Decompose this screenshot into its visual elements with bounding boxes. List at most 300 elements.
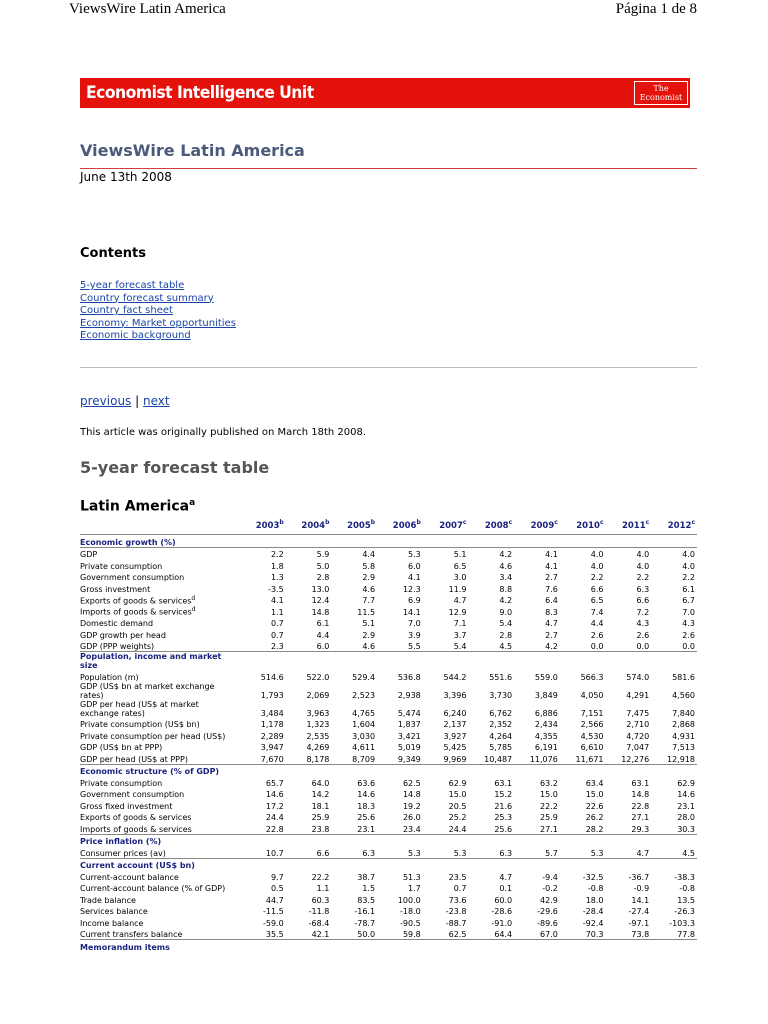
table-row <box>80 893 697 905</box>
cell-value: 4.2 <box>499 596 513 606</box>
row-label-text: GDP (PPP weights) <box>80 642 155 652</box>
row-label <box>80 594 240 606</box>
year-footnote: c <box>691 519 695 527</box>
row-label <box>80 640 240 652</box>
cell-value: 4,611 <box>352 743 376 753</box>
row-label-text: GDP per head (US$ at market exchange rates) <box>80 699 199 718</box>
row-label <box>80 700 240 718</box>
cell-value: 2.8 <box>499 630 513 640</box>
economist-logo <box>634 81 688 105</box>
table-body <box>80 535 697 952</box>
cell-value: 23.1 <box>677 801 695 811</box>
cell-value: 0.1 <box>499 884 513 894</box>
row-label <box>80 799 240 811</box>
cell-value: 3,396 <box>443 690 467 700</box>
cell-value: 2.9 <box>362 630 376 640</box>
cell-value: 14.8 <box>311 607 330 617</box>
row-label <box>80 617 240 629</box>
cell-value: 14.6 <box>357 790 376 800</box>
cell-value: 9.0 <box>499 607 513 617</box>
year-label: 2004 <box>301 520 326 531</box>
cell-value: 0.7 <box>270 630 284 640</box>
table-row <box>80 729 697 741</box>
row-footnote: d <box>191 606 196 614</box>
cell-value: 2.6 <box>682 630 695 640</box>
cell-value: 64.0 <box>311 778 330 788</box>
cell-value: -29.6 <box>537 907 558 917</box>
row-label <box>80 682 240 700</box>
cell-value: 6.7 <box>682 596 695 606</box>
row-label <box>80 571 240 583</box>
cell-value: 6.0 <box>408 561 421 571</box>
row-label-text: Services balance <box>80 907 148 917</box>
cell-value: 62.9 <box>448 778 467 788</box>
year-footnote: b <box>370 519 376 527</box>
cell-value: 25.9 <box>311 813 330 823</box>
next-link[interactable]: next <box>143 394 170 408</box>
row-label-text: GDP <box>80 550 98 559</box>
toc-link-fact-sheet[interactable]: Country fact sheet <box>80 305 173 316</box>
cell-value: 9,349 <box>397 754 421 764</box>
cell-value: 2,938 <box>397 690 421 700</box>
cell-value: 4,264 <box>489 731 513 741</box>
cell-value: 4.6 <box>362 584 376 594</box>
row-label <box>80 547 240 559</box>
article-date: June 13th 2008 <box>80 170 172 184</box>
cell-value: 63.6 <box>357 778 376 788</box>
row-label-text: Private consumption <box>80 561 163 571</box>
section-fill <box>240 834 697 846</box>
row-label-text: Government consumption <box>80 573 185 582</box>
cell-value: 4,931 <box>672 731 695 741</box>
cell-value: 2.8 <box>316 573 330 582</box>
cell-value: -88.7 <box>445 918 467 928</box>
cell-value: 6,191 <box>534 743 558 753</box>
cell-value: 20.5 <box>448 801 467 811</box>
toc-link-economic-background[interactable]: Economic background <box>80 330 191 341</box>
cell-value: 2,352 <box>489 720 513 730</box>
row-label-text: GDP per head (US$ at PPP) <box>80 754 188 764</box>
row-label <box>80 729 240 741</box>
cell-value: 18.3 <box>357 801 376 811</box>
row-label-text: Private consumption (US$ bn) <box>80 720 200 730</box>
cell-value: 7.7 <box>362 596 376 606</box>
row-label-text: Government consumption <box>80 790 185 800</box>
cell-value: 4.6 <box>362 642 376 652</box>
cell-value: 63.1 <box>494 778 513 788</box>
cell-value: 581.6 <box>672 672 695 682</box>
toc-link-forecast-summary[interactable]: Country forecast summary <box>80 292 214 304</box>
cell-value: 7,047 <box>626 743 650 753</box>
cell-value: 6.6 <box>590 584 604 594</box>
cell-value: 25.2 <box>448 813 467 823</box>
cell-value: 2.2 <box>240 547 286 559</box>
cell-value: -11.5 <box>262 907 284 917</box>
cell-value: 5.3 <box>453 848 467 858</box>
cell-value: 23.8 <box>311 824 330 834</box>
cell-value: 2,434 <box>534 720 558 730</box>
cell-value: 0.7 <box>453 884 467 894</box>
cell-value: 22.8 <box>631 801 650 811</box>
cell-value: 1,323 <box>306 720 330 730</box>
section-label: Population, income and market size <box>80 652 240 671</box>
cell-value: 77.8 <box>677 930 695 940</box>
cell-value: 0.0 <box>682 642 695 652</box>
table-row <box>80 811 697 823</box>
year-footnote: b <box>279 519 284 527</box>
row-label-text: Domestic demand <box>80 619 154 629</box>
section-fill <box>240 940 697 952</box>
year-footnote: c <box>462 519 467 527</box>
cell-value: 4,765 <box>352 708 376 718</box>
cell-value: 3,030 <box>352 731 376 741</box>
cell-value: -38.3 <box>674 872 695 882</box>
cell-value: 2.2 <box>590 573 604 582</box>
cell-value: 7.6 <box>545 584 558 594</box>
table-row <box>80 700 697 718</box>
year-label: 2010 <box>576 520 600 531</box>
cell-value: 4,720 <box>626 731 650 741</box>
year-label: 2011 <box>621 520 646 531</box>
cell-value: 7,475 <box>626 708 650 718</box>
row-label-text: Current-account balance <box>80 872 179 882</box>
row-label-text: Current transfers balance <box>80 930 183 940</box>
cell-value: 4.4 <box>331 547 377 559</box>
cell-value: 4.1 <box>408 573 421 582</box>
cell-value: 22.2 <box>311 872 330 882</box>
cell-value: 26.2 <box>585 813 604 823</box>
cell-value: 5.1 <box>423 547 469 559</box>
cell-value: 6.3 <box>499 848 513 858</box>
cell-value: -89.6 <box>537 918 558 928</box>
cell-value: 4.3 <box>636 619 650 629</box>
cell-value: 4.0 <box>590 561 604 571</box>
cell-value: 9,969 <box>443 754 467 764</box>
cell-value: 4.0 <box>560 547 606 559</box>
cell-value: 7.2 <box>636 607 650 617</box>
row-label <box>80 670 240 682</box>
cell-value: 11,076 <box>529 754 558 764</box>
cell-value: -11.8 <box>308 907 330 917</box>
region-title <box>80 498 195 515</box>
cell-value: 63.4 <box>585 778 604 788</box>
cell-value: 17.2 <box>265 801 284 811</box>
year-footnote: c <box>508 519 513 527</box>
cell-value: 11.5 <box>357 607 376 617</box>
cell-value: 6,610 <box>580 743 604 753</box>
cell-value: 7,670 <box>260 754 284 764</box>
section-label: Current account (US$ bn) <box>80 858 240 870</box>
row-label <box>80 882 240 894</box>
cell-value: -92.4 <box>582 918 604 928</box>
cell-value: 5,425 <box>443 743 467 753</box>
cell-value: 14.6 <box>677 790 695 800</box>
cell-value: -27.4 <box>628 907 650 917</box>
toc-link-forecast-table[interactable]: 5-year forecast table <box>80 280 185 291</box>
cell-value: 6.5 <box>590 596 604 606</box>
cell-value: 18.0 <box>585 895 604 905</box>
row-label-text: Consumer prices (av) <box>80 848 166 858</box>
publication-note: This article was originally published on March 18th 2008. <box>80 427 367 438</box>
cell-value: 6.3 <box>636 584 650 594</box>
row-label-text: GDP (US$ bn at PPP) <box>80 743 163 753</box>
cell-value: 3,927 <box>443 731 467 741</box>
cell-value: 2.3 <box>270 642 284 652</box>
cell-value: 3,947 <box>260 743 284 753</box>
cell-value: 5.1 <box>362 619 376 629</box>
cell-value: 5.5 <box>408 642 421 652</box>
cell-value: 4.4 <box>590 619 604 629</box>
cell-value: 62.5 <box>448 930 467 940</box>
contents-list <box>80 280 236 343</box>
cell-value: -23.8 <box>445 907 467 917</box>
cell-value: 14.8 <box>402 790 421 800</box>
year-header <box>606 516 652 535</box>
cell-value: 529.4 <box>352 672 376 682</box>
year-header <box>286 516 332 535</box>
year-header <box>377 516 423 535</box>
cell-value: 18.1 <box>311 801 330 811</box>
year-header <box>651 516 697 535</box>
row-label <box>80 846 240 858</box>
row-label-text: Private consumption <box>80 778 163 788</box>
cell-value: 59.8 <box>402 930 421 940</box>
section-fill <box>240 858 697 870</box>
table-section-row <box>80 834 697 846</box>
cell-value: 4.7 <box>499 872 513 882</box>
table-row <box>80 594 697 606</box>
cell-value: 2,137 <box>443 720 467 730</box>
region-name: Latin America <box>80 498 190 515</box>
cell-value: 2,535 <box>306 731 330 741</box>
cell-value: 8,709 <box>352 754 376 764</box>
cell-value: 2,868 <box>672 720 695 730</box>
cell-value: 22.6 <box>585 801 604 811</box>
row-label-text: Trade balance <box>80 895 136 905</box>
cell-value: 5.8 <box>362 561 376 571</box>
cell-value: 6.6 <box>316 848 330 858</box>
cell-value: 6.9 <box>408 596 421 606</box>
year-header <box>560 516 606 535</box>
cell-value: 12.4 <box>311 596 330 606</box>
cell-value: 9.7 <box>270 872 284 882</box>
region-footnote: a <box>189 498 196 508</box>
cell-value: 3,730 <box>489 690 513 700</box>
cell-value: 544.2 <box>443 672 467 682</box>
cell-value: 12,276 <box>621 754 650 764</box>
cell-value: 14.8 <box>631 790 650 800</box>
cell-value: 1.8 <box>270 561 284 571</box>
cell-value: 2.9 <box>362 573 376 582</box>
table-row <box>80 617 697 629</box>
row-label <box>80 822 240 834</box>
cell-value: 4.2 <box>468 547 514 559</box>
table-row <box>80 559 697 571</box>
table-row <box>80 788 697 800</box>
year-footnote: c <box>599 519 604 527</box>
table-row <box>80 741 697 753</box>
cell-value: -16.1 <box>354 907 376 917</box>
cell-value: 63.1 <box>631 778 650 788</box>
row-label-text: Private consumption per head (US$) <box>80 731 226 741</box>
cell-value: 73.8 <box>631 930 650 940</box>
cell-value: -68.4 <box>308 918 330 928</box>
year-label: 2009 <box>530 520 555 531</box>
row-label <box>80 928 240 940</box>
cell-value: 26.0 <box>402 813 421 823</box>
contents-heading: Contents <box>80 246 146 261</box>
cell-value: 15.0 <box>540 790 558 800</box>
cell-value: 1.3 <box>270 573 284 582</box>
table-row <box>80 882 697 894</box>
cell-value: 1,837 <box>397 720 421 730</box>
cell-value: 44.7 <box>265 895 284 905</box>
table-row <box>80 905 697 917</box>
row-label-text: Exports of goods & services <box>80 813 192 823</box>
cell-value: -97.1 <box>628 918 650 928</box>
cell-value: 67.0 <box>540 930 558 940</box>
cell-value: 6,240 <box>443 708 467 718</box>
year-label: 2008 <box>484 520 509 531</box>
cell-value: 13.0 <box>311 584 330 594</box>
year-label: 2012 <box>667 520 692 531</box>
row-label <box>80 811 240 823</box>
cell-value: 70.3 <box>585 930 604 940</box>
cell-value: 7,513 <box>672 743 695 753</box>
table-row <box>80 870 697 882</box>
table-row <box>80 799 697 811</box>
cell-value: 7.4 <box>590 607 604 617</box>
cell-value: 64.4 <box>494 930 513 940</box>
cell-value: 4.7 <box>636 848 650 858</box>
cell-value: -9.4 <box>542 872 558 882</box>
cell-value: 22.2 <box>540 801 558 811</box>
article-title: ViewsWire Latin America <box>80 141 305 160</box>
cell-value: 4.3 <box>682 619 695 629</box>
year-header <box>423 516 469 535</box>
year-header <box>331 516 377 535</box>
cell-value: -26.3 <box>674 907 695 917</box>
cell-value: 6.6 <box>636 596 650 606</box>
banner-title: Economist Intelligence Unit <box>86 83 314 103</box>
row-label <box>80 905 240 917</box>
cell-value: 0.0 <box>636 642 650 652</box>
row-label-text: Imports of goods & services <box>80 607 192 617</box>
cell-value: 2.6 <box>636 630 650 640</box>
cell-value: 2.7 <box>545 573 558 582</box>
cell-value: 2.6 <box>590 630 604 640</box>
year-label: 2006 <box>392 520 417 531</box>
cell-value: 8.3 <box>545 607 558 617</box>
year-footnote: c <box>645 519 650 527</box>
cell-value: 4,050 <box>580 690 604 700</box>
cell-value: 73.6 <box>448 895 467 905</box>
cell-value: 1.7 <box>408 884 421 894</box>
cell-value: 3,849 <box>534 690 558 700</box>
cell-value: 10,487 <box>484 754 513 764</box>
section-title: 5-year forecast table <box>80 458 270 477</box>
year-footnote: b <box>325 519 330 527</box>
cell-value: 5.3 <box>377 547 423 559</box>
cell-value: 50.0 <box>357 930 376 940</box>
cell-value: 4.0 <box>682 561 695 571</box>
row-label <box>80 605 240 617</box>
row-footnote: d <box>191 594 196 602</box>
cell-value: 559.0 <box>534 672 558 682</box>
logo-line-2: Economist <box>639 93 683 102</box>
cell-value: -36.7 <box>628 872 650 882</box>
cell-value: 5,474 <box>397 708 421 718</box>
cell-value: 15.2 <box>494 790 513 800</box>
table-row <box>80 822 697 834</box>
cell-value: 23.5 <box>448 872 467 882</box>
year-label: 2005 <box>347 520 371 531</box>
cell-value: 65.7 <box>265 778 284 788</box>
cell-value: 0.0 <box>590 642 604 652</box>
row-label <box>80 870 240 882</box>
cell-value: 5.4 <box>499 619 513 629</box>
cell-value: 6.5 <box>453 561 467 571</box>
row-label <box>80 582 240 594</box>
section-label: Economic growth (%) <box>80 535 240 548</box>
cell-value: 19.2 <box>402 801 421 811</box>
cell-value: 25.6 <box>357 813 376 823</box>
cell-value: 1,793 <box>260 690 284 700</box>
cell-value: 514.6 <box>260 672 284 682</box>
cell-value: 3,421 <box>397 731 421 741</box>
cell-value: 7.0 <box>408 619 421 629</box>
table-row <box>80 776 697 788</box>
cell-value: 4.6 <box>499 561 513 571</box>
cell-value: 7.1 <box>453 619 467 629</box>
cell-value: 3.0 <box>453 573 467 582</box>
cell-value: 2.7 <box>545 630 558 640</box>
table-row <box>80 582 697 594</box>
cell-value: 21.6 <box>494 801 513 811</box>
cell-value: 4,355 <box>534 731 558 741</box>
cell-value: 15.0 <box>585 790 604 800</box>
previous-link[interactable]: previous <box>80 394 132 408</box>
cell-value: 4.4 <box>316 630 330 640</box>
cell-value: 6.4 <box>545 596 558 606</box>
table-row <box>80 571 697 583</box>
toc-link-market-opportunities[interactable]: Economy: Market opportunities <box>80 317 236 329</box>
cell-value: 14.6 <box>265 790 284 800</box>
cell-value: 38.7 <box>357 872 376 882</box>
table-section-row <box>80 940 697 952</box>
cell-value: 25.6 <box>494 824 513 834</box>
section-label: Price inflation (%) <box>80 834 240 846</box>
table-row <box>80 628 697 640</box>
cell-value: 5.9 <box>286 547 332 559</box>
cell-value: 2,289 <box>260 731 284 741</box>
cell-value: 3,484 <box>260 708 284 718</box>
cell-value: 4.0 <box>606 547 652 559</box>
cell-value: -28.4 <box>582 907 604 917</box>
year-header <box>514 516 560 535</box>
pager <box>80 394 170 408</box>
year-header <box>468 516 514 535</box>
cell-value: 4.5 <box>499 642 513 652</box>
cell-value: 3.7 <box>453 630 467 640</box>
cell-value: 7,840 <box>672 708 695 718</box>
table-row <box>80 846 697 858</box>
row-label-text: Imports of goods & services <box>80 824 192 834</box>
cell-value: 42.1 <box>311 930 330 940</box>
pager-separator: | <box>135 394 140 408</box>
cell-value: -0.9 <box>633 884 650 894</box>
cell-value: 51.3 <box>402 872 421 882</box>
